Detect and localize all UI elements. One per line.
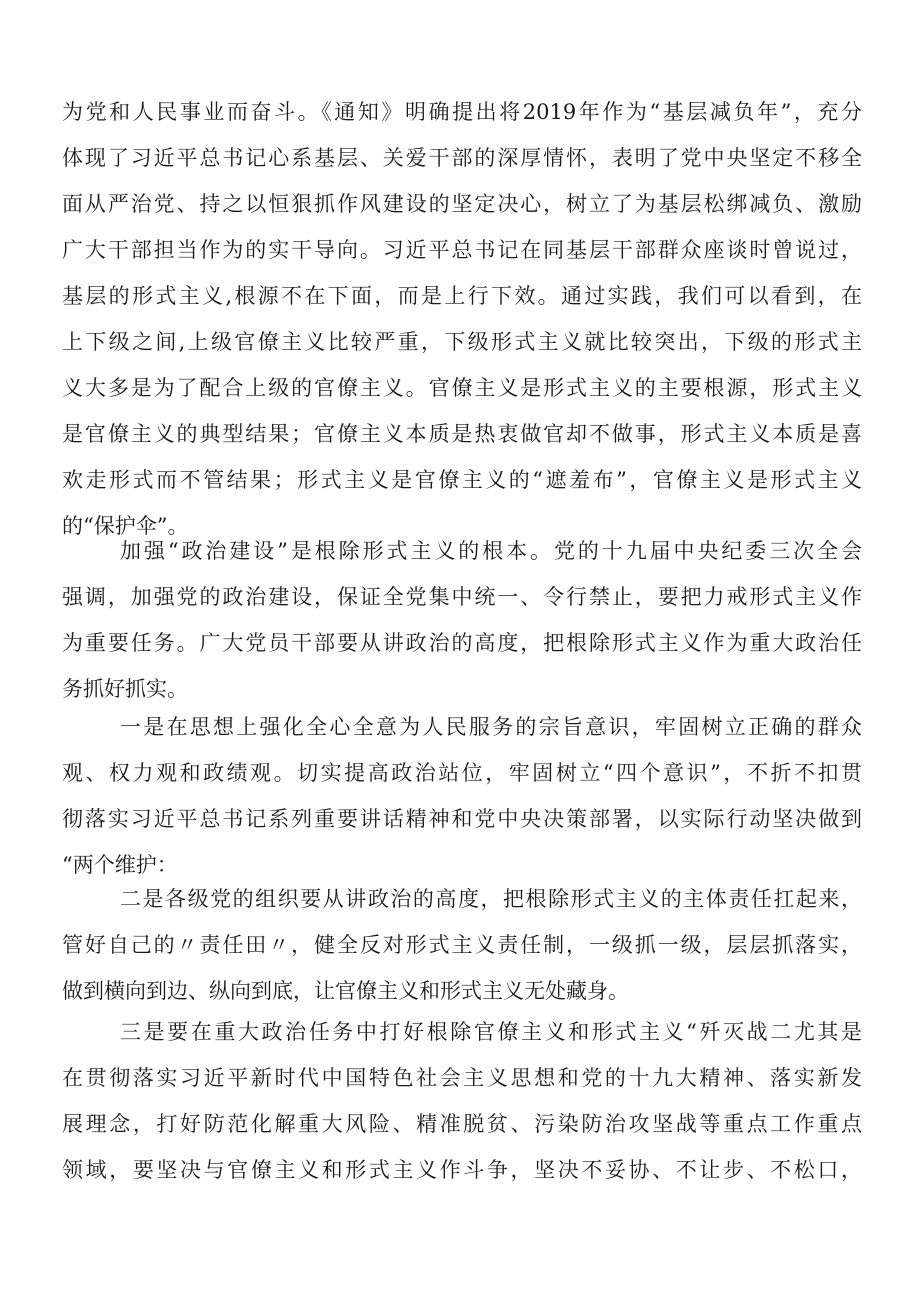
paragraph-4 [62, 876, 862, 1014]
paragraph-line: 上下级之间,上级官僚主义比较严重，下级形式主义就比较突出，下级的形式主 [62, 330, 862, 354]
paragraph-line: 为党和人民事业而奋斗。《通知》明确提出将2019年作为“基层减负年”，充分 [62, 100, 862, 124]
paragraph-line: 义大多是为了配合上级的官僚主义。官僚主义是形式主义的主要根源，形式主义 [62, 376, 862, 400]
paragraph-line: 领域，要坚决与官僚主义和形式主义作斗争，坚决不妥协、不让步、不松口， [62, 1158, 862, 1182]
paragraph-line: 观、权力观和政绩观。切实提高政治站位，牢固树立“四个意识”，不折不扣贯 [62, 761, 862, 785]
paragraph-line: 在贯彻落实习近平新时代中国特色社会主义思想和党的十九大精神、落实新发 [62, 1066, 862, 1090]
paragraph-3 [62, 704, 862, 888]
paragraph-line: 彻落实习近平总书记系列重要讲话精神和党中央决策部署，以实际行动坚决做到 [62, 807, 862, 831]
paragraph-line: 的“保护伞”。 [62, 514, 189, 538]
paragraph-line: 展理念，打好防范化解重大风险、精准脱贫、污染防治攻坚战等重点工作重点 [62, 1112, 862, 1136]
paragraph-2 [62, 528, 862, 712]
paragraph-line: 三是要在重大政治任务中打好根除官僚主义和形式主义“歼灭战二尤其是 [120, 1020, 862, 1044]
paragraph-line: 一是在思想上强化全心全意为人民服务的宗旨意识，牢固树立正确的群众 [120, 715, 862, 739]
paragraph-line: 基层的形式主义,根源不在下面，而是上行下效。通过实践，我们可以看到，在 [62, 284, 862, 308]
paragraph-line: 体现了习近平总书记心系基层、关爱干部的深厚情怀，表明了党中央坚定不移全 [62, 146, 862, 170]
paragraph-line: 务抓好抓实。 [62, 677, 188, 701]
paragraph-line: 强调，加强党的政治建设，保证全党集中统一、令行禁止，要把力戒形式主义作 [62, 585, 862, 609]
paragraph-line: 管好自己的〃责任田〃，健全反对形式主义责任制，一级抓一级，层层抓落实， [62, 933, 862, 957]
paragraph-line: 是官僚主义的典型结果；官僚主义本质是热衷做官却不做事，形式主义本质是喜 [62, 422, 862, 446]
paragraph-line: 加强“政治建设”是根除形式主义的根本。党的十九届中央纪委三次全会 [120, 539, 862, 563]
paragraph-line: “两个维护： [62, 853, 178, 877]
paragraph-line: 二是各级党的组织要从讲政治的高度，把根除形式主义的主体责任扛起来， [120, 887, 862, 911]
paragraph-line: 广大干部担当作为的实干导向。习近平总书记在同基层干部群众座谈时曾说过， [62, 238, 862, 262]
paragraph-1 [62, 89, 862, 549]
paragraph-line: 做到横向到边、纵向到底，让官僚主义和形式主义无处藏身。 [62, 979, 629, 1003]
paragraph-5 [62, 1009, 862, 1193]
paragraph-line: 欢走形式而不管结果；形式主义是官僚主义的“遮羞布”，官僚主义是形式主义 [62, 468, 862, 492]
paragraph-line: 面从严治党、持之以恒狠抓作风建设的坚定决心，树立了为基层松绑减负、激励 [62, 192, 862, 216]
paragraph-line: 为重要任务。广大党员干部要从讲政治的高度，把根除形式主义作为重大政治任 [62, 631, 862, 655]
